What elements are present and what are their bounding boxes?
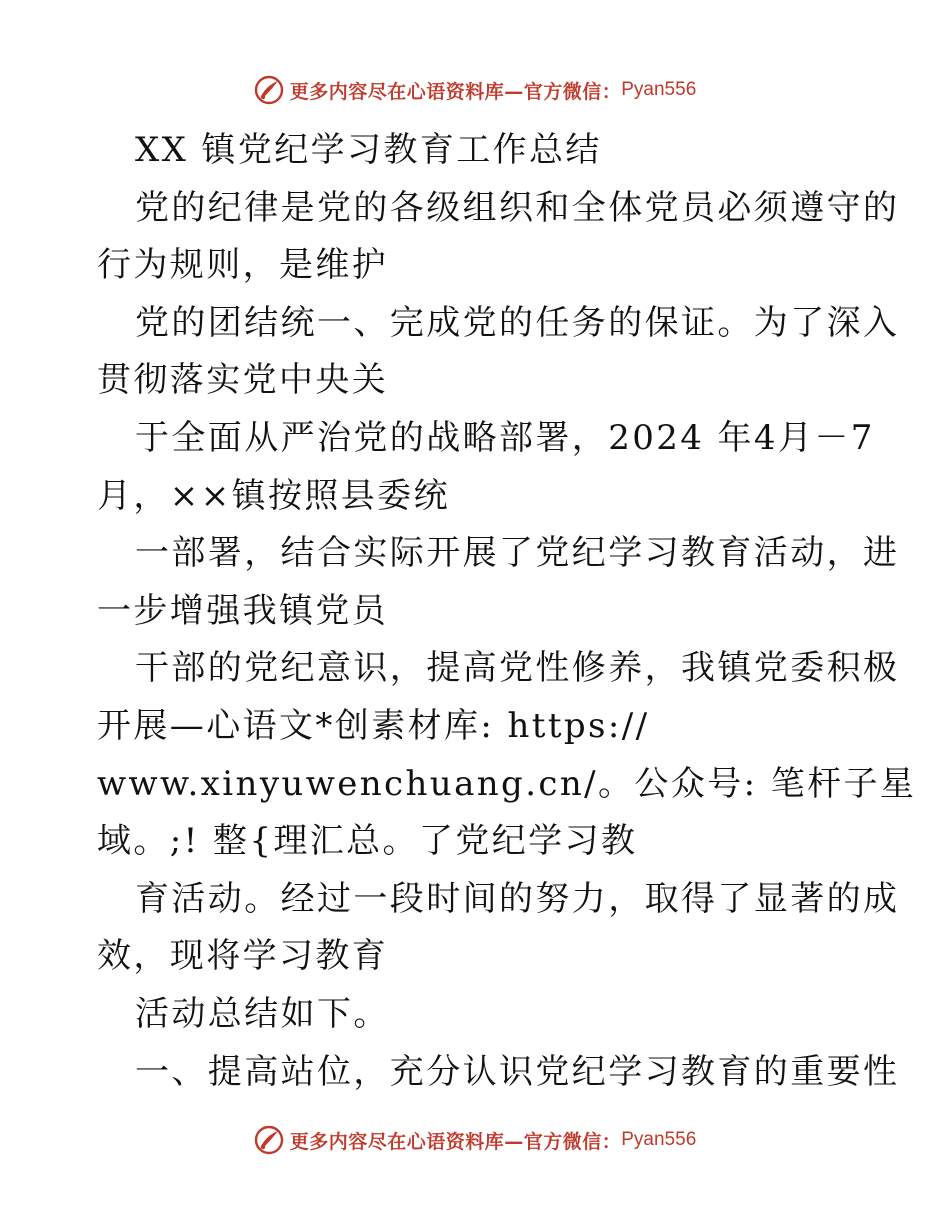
paragraph-line: 行为规则，是维护 [97, 245, 389, 286]
watermark-wechat-id: Pyan556 [621, 79, 697, 100]
watermark-banner-bottom [0, 1120, 950, 1160]
paragraph-line: 干部的党纪意识，提高党性修养，我镇党委积极 [135, 648, 900, 689]
paragraph-line: 党的团结统一、完成党的任务的保证。为了深入 [135, 302, 900, 343]
watermark-text: 更多内容尽在心语资料库—官方微信： [289, 80, 622, 103]
paragraph-line: 于全面从严治党的战略部署，2024 年4月－7 [135, 417, 875, 458]
watermark-wechat-id: Pyan556 [621, 1129, 697, 1150]
paragraph-line: 贯彻落实党中央关 [97, 360, 389, 401]
paragraph-line: 党的纪律是党的各级组织和全体党员必须遵守的 [135, 187, 900, 228]
paragraph-line: 育活动。经过一段时间的努力，取得了显著的成 [135, 878, 900, 919]
paragraph-line: 域。;! 整{理汇总。了党纪学习教 [97, 821, 638, 862]
paragraph-line: 一部署，结合实际开展了党纪学习教育活动，进 [135, 533, 900, 574]
paragraph-line: 月，××镇按照县委统 [97, 475, 450, 516]
ink-brush-logo-icon [254, 1125, 284, 1155]
paragraph-line: 活动总结如下。 [135, 993, 390, 1034]
document-body [97, 122, 917, 1101]
section-heading: 一、提高站位，充分认识党纪学习教育的重要性 [135, 1051, 900, 1092]
paragraph-line: www.xinyuwenchuang.cn/。公众号: 笔杆子星 [97, 763, 917, 804]
paragraph-line: 开展—心语文*创素材库: https:// [97, 705, 650, 746]
paragraph-line: 效，现将学习教育 [97, 936, 389, 977]
watermark-text: 更多内容尽在心语资料库—官方微信： [289, 1130, 622, 1153]
ink-brush-logo-icon [254, 75, 284, 105]
document-title: XX 镇党纪学习教育工作总结 [135, 130, 602, 170]
paragraph-line: 一步增强我镇党员 [97, 590, 389, 631]
watermark-banner-top [0, 70, 950, 110]
